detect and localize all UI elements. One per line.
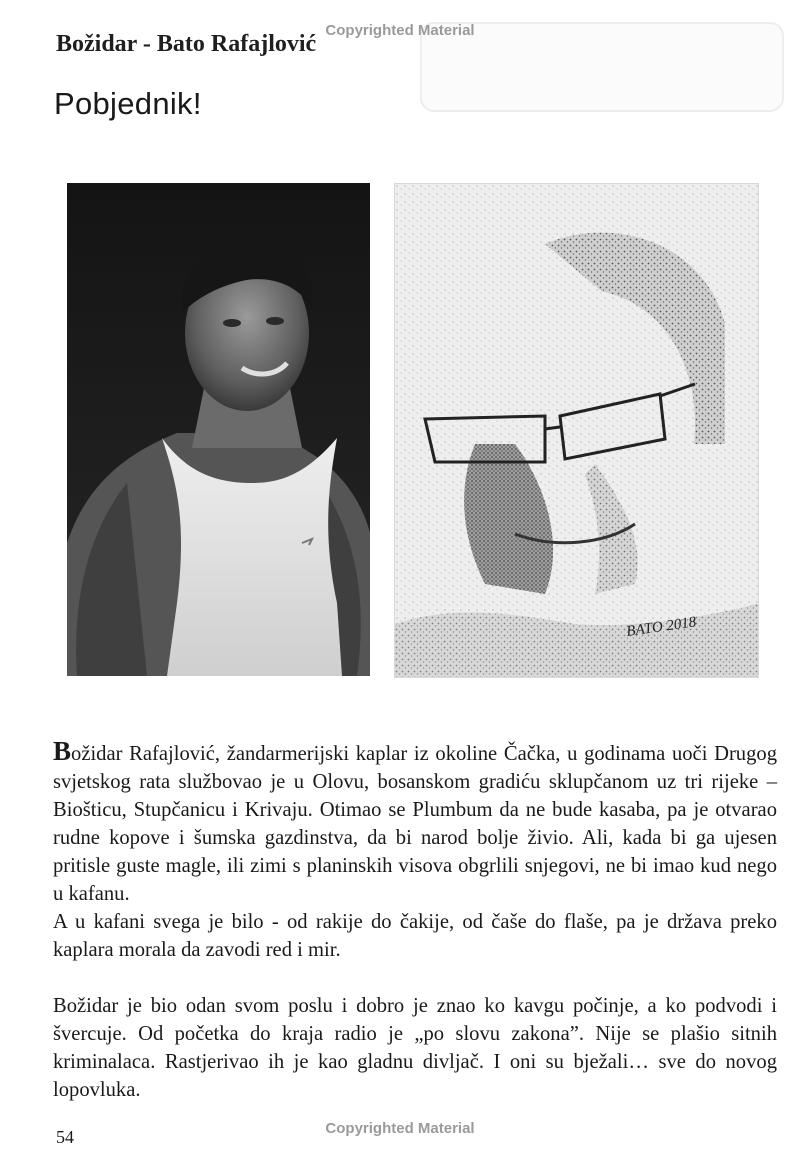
- portrait-drawing: [394, 183, 759, 678]
- paragraph-1-text: ožidar Rafajlović, žandarmerijski kaplar iz okoline Čačka, u godinama uoči Drugog svjetskog rata službovao je u Olovu, bosanskom gradiću sklupčanom uz tri rijeke – Bioštic​u, Stupčanicu i Krivaju. Otimao se Plumbum da ne bude kasaba, pa je otvarao rudne kopove i šumska gazdinstva, da bi narod bolje živio. Ali, kada bi ga ujesen pritisle guste magle, ili zimi s planinskih visova obgrlili snjegovi, ne bi imao kud nego u kafanu.: [53, 743, 777, 905]
- photo-young-man-drawing: [67, 183, 370, 676]
- paragraph-2: A u kafani svega je bilo - od rakije do čakije, od čaše do flaše, pa je država preko kaplara morala da zavodi red i mir.: [53, 911, 777, 961]
- paragraph-1: [53, 737, 777, 908]
- drop-cap: B: [53, 736, 72, 766]
- body-text: [53, 737, 777, 1104]
- photo-young-man: [67, 183, 370, 676]
- watermark-top: Copyrighted Material: [325, 22, 475, 39]
- author-name: Božidar - Bato Rafajlović: [56, 31, 317, 57]
- page-title: Pobjednik!: [54, 86, 202, 121]
- artist-signature: BATO 2018: [625, 614, 698, 640]
- paragraph-3: Božidar je bio odan svom poslu i dobro je znao ko kavgu počinje, a ko podvodi i švercuje. Od početka do kraja radio je „po slovu zakona”. Nije se plašio sitnih kriminalaca. Rastjerivao ih je kao gladnu divljač. I oni su bježali… sve do novog lopovluka.: [53, 995, 777, 1101]
- portrait-drawing-art: [395, 184, 758, 677]
- page-number: 54: [56, 1127, 74, 1147]
- watermark-bottom: Copyrighted Material: [325, 1120, 475, 1137]
